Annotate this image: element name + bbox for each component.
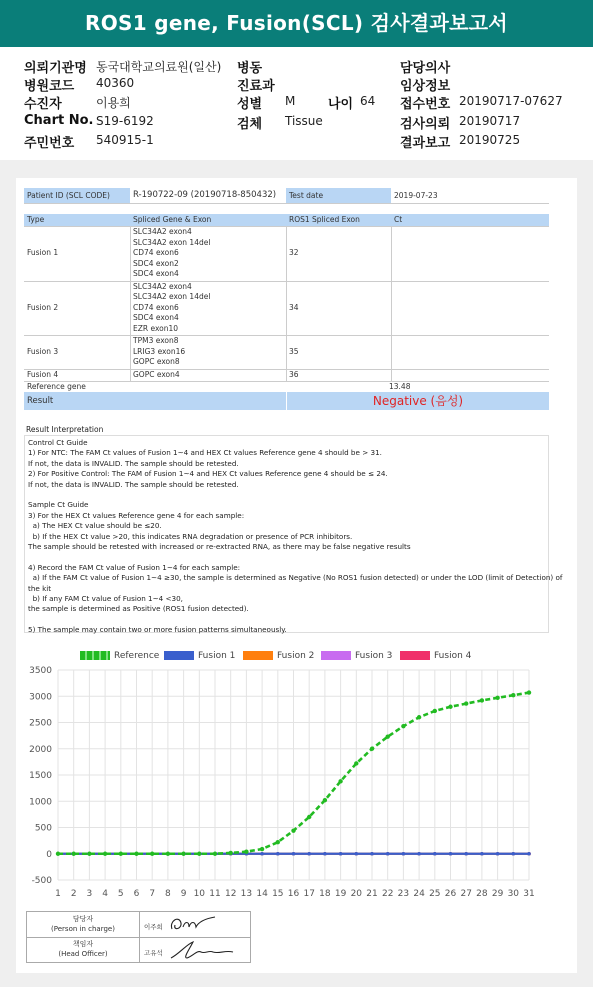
data-point (166, 852, 170, 856)
interpretation-line: Control Ct Guide (28, 438, 88, 447)
data-point (292, 852, 296, 856)
interpretation-line: 2) For Positive Control: The FAM of Fusion 1~4 and HEX Ct values Reference gene 4 should be ≤ 24. (28, 469, 388, 479)
head-signature (167, 938, 247, 962)
x-tick-label: 1 (55, 889, 61, 899)
head-label-ko: 책임자 (72, 940, 94, 948)
interpretation-line: 4) Record the FAM Ct value of Fusion 1~4 for each sample: (28, 562, 241, 572)
ros1-exon: 36 (289, 369, 299, 379)
data-point (495, 696, 499, 700)
header-label: 임상정보 (400, 79, 451, 94)
x-tick-label: 5 (117, 889, 124, 899)
data-point (229, 851, 233, 855)
legend-label: Fusion 2 (277, 651, 315, 661)
spliced-gene: GOPC exon8 (133, 357, 180, 366)
legend-label: Fusion 3 (355, 651, 393, 661)
header-value: S19-6192 (96, 114, 154, 128)
header-label: 검사의뢰 (400, 117, 451, 132)
reference-label: Reference gene (27, 382, 86, 391)
data-point (433, 852, 437, 856)
header-label: Chart No. (24, 113, 94, 128)
x-tick-label: 6 (133, 889, 140, 899)
data-point (433, 709, 437, 713)
x-tick-label: 23 (397, 889, 410, 899)
data-point (512, 852, 516, 856)
data-point (355, 852, 359, 856)
fusion-ct (391, 226, 549, 281)
interpretation-line: 3) For the HEX Ct values Reference gene 4 for each sample: (28, 510, 245, 520)
x-tick-label: 19 (334, 889, 347, 899)
spliced-gene: GOPC exon4 (133, 369, 180, 379)
data-point (527, 852, 531, 856)
data-point (386, 852, 390, 856)
col-divider (286, 226, 287, 381)
header-label: 병동 (237, 61, 263, 76)
y-tick-label: 0 (46, 849, 52, 860)
header-value: Tissue (285, 114, 323, 128)
x-tick-label: 25 (429, 889, 441, 899)
spliced-gene: CD74 exon6 (133, 248, 179, 257)
data-point (480, 698, 484, 702)
x-tick-label: 28 (476, 889, 488, 899)
header-value: 40360 (96, 76, 135, 90)
x-tick-label: 8 (165, 889, 171, 899)
data-point (197, 852, 201, 856)
data-point (480, 852, 484, 856)
spliced-gene: SLC34A2 exon 14del (133, 292, 211, 301)
x-tick-label: 18 (319, 889, 331, 899)
data-point (402, 852, 406, 856)
data-point (370, 852, 374, 856)
spacer (0, 160, 593, 178)
spliced-gene: SLC34A2 exon 14del (133, 237, 211, 247)
reference-ct: 13.48 (389, 382, 411, 391)
header-value: 540915-1 (96, 133, 154, 147)
interpretation-box (24, 435, 563, 635)
person-label-ko: 담당자 (72, 915, 94, 923)
data-point (417, 852, 421, 856)
test-date-label: Test date (286, 188, 391, 203)
x-tick-label: 2 (70, 889, 77, 899)
col-divider (130, 226, 131, 381)
data-point (511, 693, 515, 697)
x-tick-label: 24 (413, 889, 425, 899)
fusion-ct (391, 281, 549, 336)
x-tick-label: 27 (460, 889, 472, 899)
data-point (150, 852, 154, 856)
data-point (354, 761, 358, 765)
header-value: 64 (360, 94, 376, 108)
data-point (449, 852, 453, 856)
ros1-exon: 32 (289, 248, 299, 257)
patient-id-value: R-190722-09 (20190718-850432) (133, 190, 277, 200)
x-tick-label: 10 (193, 889, 206, 899)
x-tick-label: 11 (209, 889, 221, 899)
x-tick-label: 30 (507, 889, 520, 899)
legend-label: Fusion 1 (198, 651, 236, 661)
header-label: 병원코드 (24, 79, 75, 94)
y-tick-label: 2500 (29, 718, 52, 729)
result-label: Result (24, 392, 286, 410)
person-name: 이주희 (144, 923, 163, 931)
header-value: 20190717 (459, 114, 521, 128)
spacer-bottom (0, 973, 593, 987)
interpretation-line: 5) The sample may contain two or more fusion patterns simultaneously. (28, 625, 287, 635)
interpretation-line: If not, the data is INVALID. The sample should be retested. (28, 458, 239, 468)
data-point (401, 724, 405, 728)
y-tick-label: -500 (31, 876, 52, 886)
x-tick-label: 17 (303, 889, 315, 899)
fusion-type: Fusion 1 (27, 248, 59, 257)
results-header: ROS1 Spliced Exon (286, 214, 391, 226)
header-value: M (285, 94, 296, 108)
header-label: 접수번호 (400, 97, 451, 112)
spliced-gene: SDC4 exon4 (133, 269, 179, 278)
head-label-en: (Head Officer) (58, 950, 108, 958)
data-point (260, 852, 264, 856)
spliced-gene: EZR exon10 (133, 323, 179, 333)
x-tick-label: 26 (444, 889, 457, 899)
data-point (370, 747, 374, 751)
header-label: 성별 (237, 97, 263, 112)
x-tick-label: 12 (224, 889, 237, 899)
test-date-value: 2019-07-23 (394, 191, 438, 200)
data-point (464, 701, 468, 705)
data-point (307, 852, 311, 856)
x-tick-label: 21 (366, 889, 378, 899)
x-tick-label: 22 (381, 889, 394, 899)
data-point (464, 852, 468, 856)
head-name: 고유석 (144, 949, 163, 957)
fusion-ct (391, 369, 549, 382)
ros1-exon: 35 (289, 347, 299, 356)
header-label: 주민번호 (24, 136, 75, 151)
legend-label: Reference (114, 651, 160, 661)
y-tick-label: 3000 (29, 692, 52, 703)
interpretation-line: The sample should be retested with increased or re-extracted RNA, as there may be false negative results (28, 542, 411, 551)
interpretation-title: Result Interpretation (26, 425, 104, 434)
data-point (527, 690, 531, 694)
person-in-charge-label (27, 914, 139, 934)
y-tick-label: 2000 (29, 744, 52, 755)
report-body (16, 178, 577, 973)
x-tick-label: 9 (180, 889, 187, 899)
x-tick-label: 16 (287, 889, 300, 899)
spliced-gene: SDC4 exon2 (133, 258, 179, 268)
x-tick-label: 14 (256, 889, 268, 899)
patient-id-label: Patient ID (SCL CODE) (24, 188, 130, 203)
report-title: ROS1 gene, Fusion(SCL) 검사결과보고서 (0, 0, 593, 47)
spliced-gene: SLC34A2 exon4 (133, 281, 192, 291)
data-point (134, 852, 138, 856)
x-tick-label: 7 (149, 889, 156, 899)
divider (24, 203, 549, 204)
data-point (72, 852, 76, 856)
interpretation-line: a) The HEX Ct value should be ≤20. (28, 521, 162, 531)
data-point (496, 852, 500, 856)
x-tick-label: 4 (102, 889, 108, 899)
person-signature (167, 913, 237, 937)
x-tick-label: 29 (491, 889, 504, 899)
spliced-gene: SDC4 exon4 (133, 313, 179, 322)
data-point (307, 815, 311, 819)
x-tick-label: 31 (523, 889, 535, 899)
legend-label: Fusion 4 (434, 651, 472, 661)
fusion-type: Fusion 2 (27, 302, 59, 312)
spliced-gene: SLC34A2 exon4 (133, 227, 192, 236)
data-point (87, 852, 91, 856)
header-value: 20190717-07627 (459, 94, 563, 108)
interpretation-line: a) If the FAM Ct value of Fusion 1~4 ≥30, the sample is determined as Negative (No ROS1 fusion detected) or under the LOD (limit of Detection) of (28, 573, 563, 583)
data-point (260, 847, 264, 851)
spliced-gene: LRIG3 exon16 (133, 346, 186, 356)
interpretation-line: Sample Ct Guide (28, 500, 89, 510)
data-point (339, 852, 343, 856)
header-label: 나이 (328, 97, 354, 112)
fusion-ct (391, 335, 549, 369)
data-point (323, 852, 327, 856)
data-point (103, 852, 107, 856)
data-point (386, 734, 390, 738)
header-value: 이용희 (96, 96, 131, 110)
header-label: 담당의사 (400, 61, 451, 76)
results-header: Spliced Gene & Exon (130, 214, 286, 226)
data-point (213, 852, 217, 856)
data-point (119, 852, 123, 856)
data-point (56, 852, 60, 856)
report-header (0, 47, 593, 160)
amplification-chart (16, 658, 577, 948)
y-tick-label: 3500 (29, 666, 52, 676)
header-value: 동국대학교의료원(일산) (96, 60, 222, 74)
fusion-type: Fusion 4 (27, 369, 59, 379)
data-point (448, 705, 452, 709)
interpretation-line: the kit (28, 583, 52, 593)
header-label: 검체 (237, 117, 263, 132)
data-point (181, 852, 185, 856)
interpretation-line: b) If any FAM Ct value of Fusion 1~4 <30, (28, 594, 183, 603)
spliced-gene: TPM3 exon8 (133, 336, 179, 345)
data-point (276, 852, 280, 856)
x-tick-label: 3 (86, 889, 93, 899)
y-tick-label: 500 (34, 823, 52, 834)
person-label-en: (Person in charge) (51, 925, 115, 933)
header-value: 20190725 (459, 133, 521, 147)
data-point (323, 798, 327, 802)
data-point (338, 779, 342, 783)
fusion-type: Fusion 3 (27, 347, 59, 356)
x-tick-label: 20 (350, 889, 363, 899)
data-point (291, 828, 295, 832)
head-officer-label (27, 939, 139, 959)
result-value: Negative (음성) (287, 392, 549, 410)
interpretation-line: 1) For NTC: The FAM Ct values of Fusion 1~4 and HEX Ct values Reference gene 4 should be > 31. (28, 448, 382, 458)
header-label: 수진자 (24, 97, 62, 112)
data-point (417, 715, 421, 719)
header-label: 의뢰기관명 (24, 61, 87, 76)
col-divider (391, 226, 392, 381)
interpretation-line: If not, the data is INVALID. The sample should be retested. (28, 479, 239, 489)
interpretation-line: the sample is determined as Positive (ROS1 fusion detected). (28, 604, 249, 614)
x-tick-label: 15 (272, 889, 284, 899)
data-point (244, 849, 248, 853)
x-tick-label: 13 (240, 889, 253, 899)
results-header: Ct (391, 214, 549, 226)
spliced-gene: CD74 exon6 (133, 302, 179, 312)
y-tick-label: 1000 (29, 797, 52, 808)
y-tick-label: 1500 (29, 771, 52, 781)
results-header: Type (24, 214, 130, 226)
interpretation-line: b) If the HEX Ct value >20, this indicates RNA degradation or presence of PCR inhibitors. (28, 531, 353, 541)
data-point (276, 840, 280, 844)
header-label: 진료과 (237, 79, 275, 94)
ros1-exon: 34 (289, 302, 299, 312)
header-label: 결과보고 (400, 136, 451, 151)
signature-table (26, 911, 251, 963)
